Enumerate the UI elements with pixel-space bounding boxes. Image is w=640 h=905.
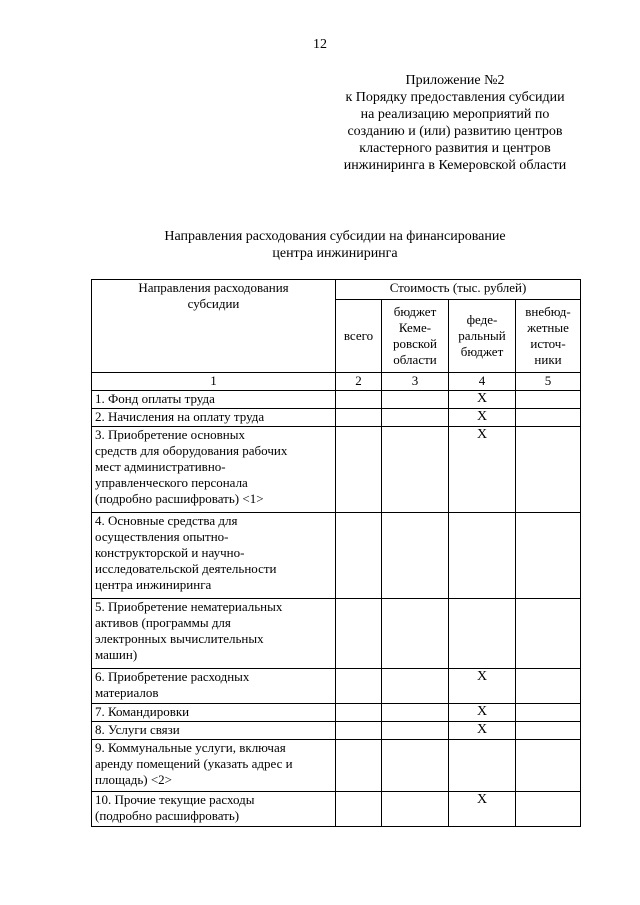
cell-total <box>336 409 382 427</box>
cell-federal <box>449 740 516 792</box>
row-name-line: средств для оборудования рабочих <box>95 443 288 458</box>
table-row <box>92 409 581 427</box>
row-name-line: осуществления опытно- <box>95 529 229 544</box>
cell-extrabudgetary <box>516 740 581 792</box>
row-name <box>92 391 336 409</box>
cell-federal: X <box>449 669 516 704</box>
row-name-line: машин) <box>95 647 138 662</box>
header-col-line: ники <box>534 352 562 367</box>
header-col-line: бюджет <box>393 304 437 319</box>
header-cost: Стоимость (тыс. рублей) <box>336 280 581 300</box>
row-name-line: материалов <box>95 685 159 700</box>
appendix-line: созданию и (или) развитию центров <box>347 124 563 139</box>
row-name-line: (подробно расшифровать) <box>95 808 240 823</box>
header-col-3 <box>516 300 581 373</box>
column-number: 2 <box>336 373 382 391</box>
cell-federal: X <box>449 427 516 513</box>
header-col-line: источ- <box>530 336 566 351</box>
table-row <box>92 740 581 792</box>
cell-federal: X <box>449 792 516 827</box>
row-name <box>92 792 336 827</box>
cell-extrabudgetary <box>516 391 581 409</box>
row-name-line: 9. Коммунальные услуги, включая <box>95 740 286 755</box>
budget-table <box>91 279 581 827</box>
row-name <box>92 409 336 427</box>
row-name-line: 7. Командировки <box>95 704 190 719</box>
table-row <box>92 427 581 513</box>
cell-regional <box>382 704 449 722</box>
header-col-line: ральный <box>458 328 506 343</box>
header-col-line: Кеме- <box>398 320 432 335</box>
cell-extrabudgetary <box>516 427 581 513</box>
row-name-line: 2. Начисления на оплату труда <box>95 409 265 424</box>
header-col-line: внебюд- <box>525 304 571 319</box>
column-number: 5 <box>516 373 581 391</box>
table-row <box>92 391 581 409</box>
cell-extrabudgetary <box>516 599 581 669</box>
cell-federal: X <box>449 704 516 722</box>
row-name-line: 8. Услуги связи <box>95 722 180 737</box>
row-name-line: 1. Фонд оплаты труда <box>95 391 215 406</box>
header-col-0 <box>336 300 382 373</box>
row-name-line: электронных вычислительных <box>95 631 264 646</box>
row-name-line: (подробно расшифровать) <1> <box>95 491 264 506</box>
cell-extrabudgetary <box>516 513 581 599</box>
appendix-line: Приложение №2 <box>405 73 505 88</box>
row-name-line: исследовательской деятельности <box>95 561 277 576</box>
row-name-line: центра инжиниринга <box>95 577 212 592</box>
cell-federal: X <box>449 722 516 740</box>
row-name-line: аренду помещений (указать адрес и <box>95 756 293 771</box>
cell-federal: X <box>449 391 516 409</box>
appendix-line: инжиниринга в Кемеровской области <box>343 158 567 173</box>
table-row <box>92 599 581 669</box>
appendix-line: на реализацию мероприятий по <box>360 107 550 122</box>
table-row <box>92 792 581 827</box>
table-row <box>92 704 581 722</box>
row-name-line: конструкторской и научно- <box>95 545 245 560</box>
header-col-line: всего <box>343 328 374 343</box>
row-name-line: 5. Приобретение нематериальных <box>95 599 283 614</box>
appendix-line: кластерного развития и центров <box>359 141 551 156</box>
cell-regional <box>382 722 449 740</box>
cell-total <box>336 391 382 409</box>
column-number: 4 <box>449 373 516 391</box>
cell-regional <box>382 391 449 409</box>
cell-total <box>336 599 382 669</box>
table-row <box>92 669 581 704</box>
cell-extrabudgetary <box>516 792 581 827</box>
cell-total <box>336 704 382 722</box>
row-name-line: 4. Основные средства для <box>95 513 238 528</box>
header-col-line: бюджет <box>460 344 504 359</box>
header-col-line: феде- <box>466 312 498 327</box>
cell-regional <box>382 513 449 599</box>
cell-federal <box>449 513 516 599</box>
cell-regional <box>382 599 449 669</box>
row-name-line: 3. Приобретение основных <box>95 427 245 442</box>
cell-regional <box>382 409 449 427</box>
row-name <box>92 427 336 513</box>
header-col-1 <box>382 300 449 373</box>
title-line: центра инжиниринга <box>272 246 398 261</box>
header-col-line: жетные <box>527 320 569 335</box>
header-col-line: области <box>393 352 437 367</box>
header-direction-line: Направления расходования <box>138 280 289 295</box>
appendix-header <box>330 72 580 174</box>
row-name-line: площадь) <2> <box>95 772 173 787</box>
title-line: Направления расходования субсидии на финансирование <box>164 229 506 244</box>
cell-extrabudgetary <box>516 722 581 740</box>
cell-total <box>336 722 382 740</box>
row-name-line: 10. Прочие текущие расходы <box>95 792 255 807</box>
cell-total <box>336 513 382 599</box>
cell-federal: X <box>449 409 516 427</box>
row-name-line: мест административно- <box>95 459 226 474</box>
row-name-line: активов (программы для <box>95 615 231 630</box>
row-name <box>92 513 336 599</box>
cell-extrabudgetary <box>516 409 581 427</box>
header-direction-line: субсидии <box>187 296 240 311</box>
row-name-line: управленческого персонала <box>95 475 248 490</box>
cell-total <box>336 792 382 827</box>
cell-extrabudgetary <box>516 669 581 704</box>
cell-total <box>336 427 382 513</box>
header-col-line: ровской <box>393 336 437 351</box>
document-title <box>120 228 550 262</box>
cell-regional <box>382 740 449 792</box>
cell-total <box>336 669 382 704</box>
row-name <box>92 599 336 669</box>
row-name <box>92 722 336 740</box>
row-name <box>92 740 336 792</box>
row-name <box>92 669 336 704</box>
cell-regional <box>382 792 449 827</box>
cell-total <box>336 740 382 792</box>
cell-federal <box>449 599 516 669</box>
row-name-line: 6. Приобретение расходных <box>95 669 250 684</box>
cell-regional <box>382 427 449 513</box>
appendix-line: к Порядку предоставления субсидии <box>345 90 565 105</box>
row-name <box>92 704 336 722</box>
table-row <box>92 722 581 740</box>
cell-regional <box>382 669 449 704</box>
table-row <box>92 513 581 599</box>
header-direction <box>92 280 336 373</box>
column-number: 3 <box>382 373 449 391</box>
header-col-2 <box>449 300 516 373</box>
cell-extrabudgetary <box>516 704 581 722</box>
column-number: 1 <box>92 373 336 391</box>
page-number: 12 <box>313 37 327 52</box>
